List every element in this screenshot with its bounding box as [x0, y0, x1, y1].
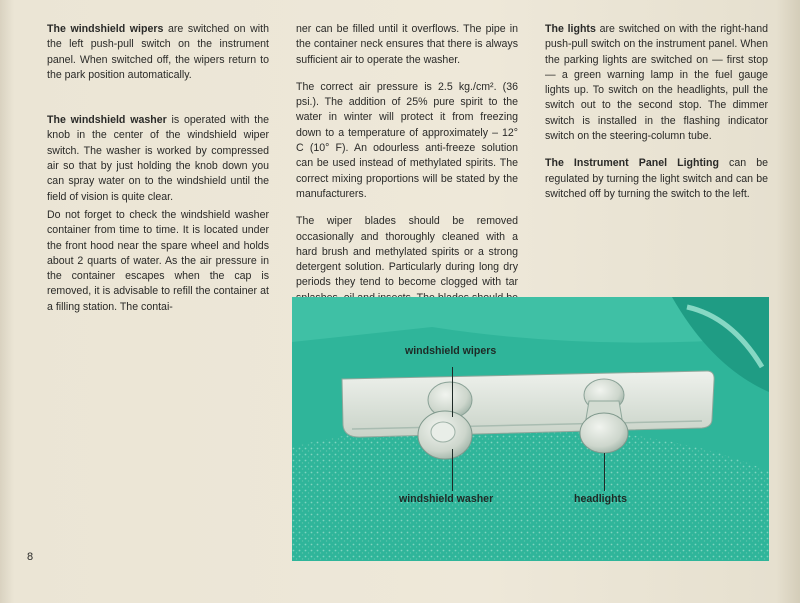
- leader-line-wipers: [452, 367, 453, 417]
- page-number: 8: [27, 551, 34, 563]
- paragraph-windshield-washer: The windshield washer is operated with the knob in the center of the windshield wiper switch. The washer is worked by compressed air so that by just holding the knob down you can spray water on to the windshield until the field of vision is quite clear.: [47, 114, 270, 203]
- paragraph-lights: The lights are switched on with the right-hand push-pull switch on the instrument panel. When the parking lights are switched on — first stop — a green warning lamp in the fuel gauge lights up. To switch on the headlights, pull the switch out to the second stop. The dimmer switch is installed in the flashing indicator switch on the steering-column tube.: [545, 23, 768, 143]
- photo-illustration: [292, 297, 769, 561]
- heading-instrument-panel-lighting: The Instrument Panel Lighting: [545, 157, 719, 170]
- dashboard-switches-photo: [292, 297, 769, 561]
- heading-windshield-washer: The windshield washer: [47, 114, 167, 127]
- paragraph-wiper-blades: The wiper blades should be removed occasionally and thoroughly cleaned with a hard brush and methylated spirits or a strong detergent solution. Particularly during long dry periods they tend to become clogged with tar: [296, 215, 518, 289]
- leader-line-headlights: [604, 453, 605, 491]
- leader-line-washer: [452, 449, 453, 491]
- label-windshield-wipers: windshield wipers: [405, 345, 497, 357]
- paragraph-washer-container: Do not forget to check the windshield washer container from time to time. It is located under the front hood near the spare wheel and holds about 2 quarts of water. As the air pressure in the container escapes when the cap is removed, it is advisable to refill the container at a filling station. The contai-: [47, 208, 269, 313]
- paragraph-instrument-panel-lighting: The Instrument Panel Lighting can be regulated by turning the light switch and can be switched off by turning the switch to the left.: [545, 157, 768, 200]
- light-switch-knob: [580, 413, 628, 453]
- washer-button: [431, 422, 455, 442]
- label-headlights: headlights: [574, 493, 627, 505]
- paragraph-windshield-wipers: The windshield wipers are switched on with the left push-pull switch on the instrument panel. When switched off, the wipers return to the park position automatically.: [47, 23, 269, 81]
- heading-windshield-wipers: The windshield wipers: [47, 23, 164, 35]
- text-column-2: [296, 22, 518, 333]
- text-column-1: [47, 22, 269, 327]
- label-windshield-washer: windshield washer: [399, 493, 494, 505]
- heading-lights: The lights: [545, 23, 596, 35]
- paragraph-container-fill: ner can be filled until it overflows. The pipe in the container neck ensures that there is always sufficient air to operate the washer.: [296, 23, 518, 66]
- paragraph-air-pressure: The correct air pressure is 2.5 kg./cm². (36 psi.). The addition of 25% pure spirit to the water in winter will protect it from freezing down to a temperature of approximately – 12° C (10° F). An odourless anti-freeze solution can be used instead of methylated spirits. The correct mixing proportions will be stated by the manufacturers.: [296, 80, 518, 200]
- text-column-3: [545, 22, 768, 214]
- switch-panel: [342, 371, 714, 437]
